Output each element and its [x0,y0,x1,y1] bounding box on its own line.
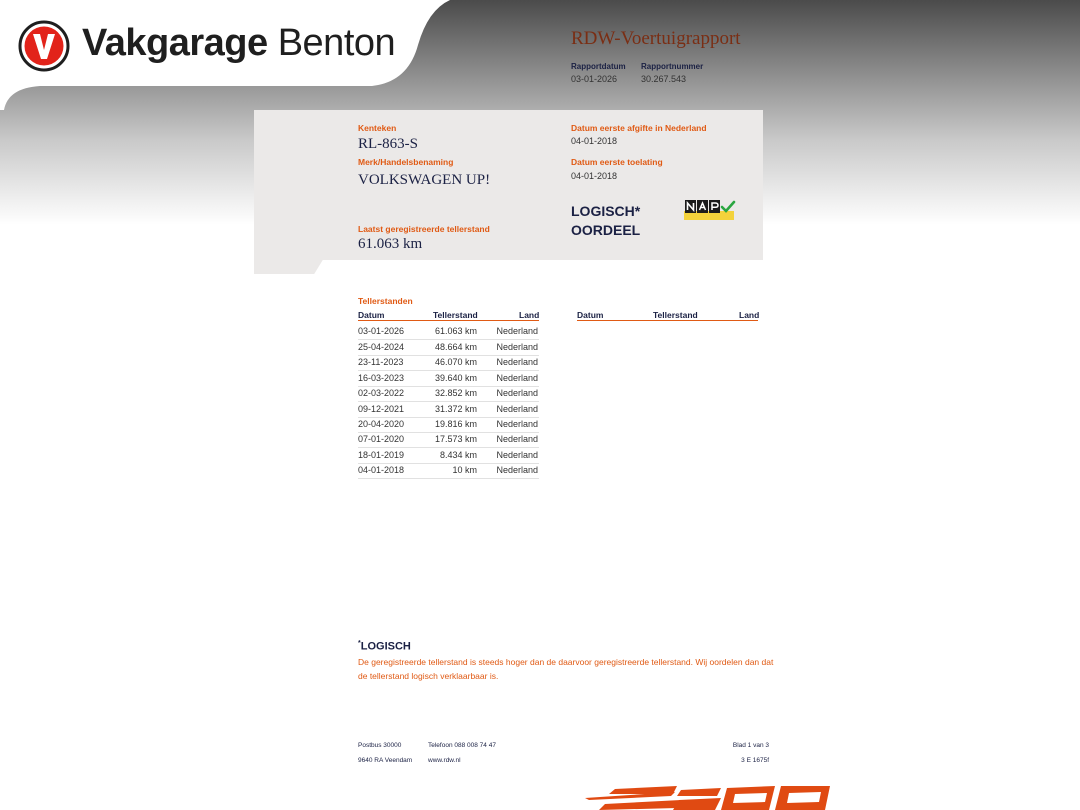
table-row [358,324,539,340]
odometer-value: 61.063 km [358,236,423,252]
first-admission-label: Datum eerste toelating [571,157,663,167]
brand-name-bold: Vakgarage [82,22,268,64]
plate-value: RL-863-S [358,136,418,152]
row-country: Nederland [496,465,538,475]
row-date: 07-01-2020 [358,434,405,444]
col-odometer-header: Tellerstand [433,310,478,320]
report-number-value: 30.267.543 [641,74,687,84]
row-odometer: 46.070 km [434,357,477,367]
row-date: 09-12-2021 [358,404,405,414]
verdict-line-1: LOGISCH* [571,203,641,219]
odometer-label: Laatst geregistreerde tellerstand [358,224,490,234]
table-row [358,432,539,448]
note-text: De geregistreerde tellerstand is steeds hoger dan de daarvoor geregistreerde tellerstand. Wij oordelen dan dat de tellerstand logisch verklaarbaar is. [358,657,774,681]
make-label: Merk/Handelsbenaming [358,157,454,167]
row-odometer: 61.063 km [434,326,477,336]
report-title: RDW-Voertuigrapport [571,28,741,49]
brand-name-light: Benton [277,22,396,64]
row-odometer: 31.372 km [434,404,477,414]
make-value: VOLKSWAGEN UP! [358,172,491,188]
first-admission-value: 04-01-2018 [571,171,618,181]
row-country: Nederland [496,388,538,398]
row-country: Nederland [496,373,538,383]
table-row [358,355,539,371]
table-row [358,463,539,479]
first-nl-label: Datum eerste afgifte in Nederland [571,123,707,133]
row-date: 04-01-2018 [358,465,405,475]
report-number-label: Rapportnummer [641,62,704,71]
verdict [571,202,640,240]
table-row [358,417,539,433]
row-odometer: 48.664 km [434,342,477,352]
col-country-header: Land [519,310,540,320]
note-title-text: LOGISCH [360,640,411,653]
row-country: Nederland [496,419,538,429]
table-row [358,386,539,402]
table-row [358,448,539,464]
verdict-line-2: OORDEEL [571,222,641,238]
row-country: Nederland [496,450,538,460]
row-date: 16-03-2023 [358,373,405,383]
col-odometer-header-right: Tellerstand [653,310,698,320]
nap-check-icon [684,199,736,221]
row-odometer: 10 km [452,465,477,475]
row-country: Nederland [496,434,538,444]
report-date-label: Rapportdatum [571,62,626,71]
table-row [358,340,539,356]
first-nl-value: 04-01-2018 [571,136,618,146]
row-date: 25-04-2024 [358,342,405,352]
row-odometer: 32.852 km [434,388,477,398]
footer-code: 3 E 1675f [741,757,769,764]
footer-postbus: Postbus 30000 [358,742,402,749]
v-circle-logo-icon [18,20,70,72]
vehicle-panel-notch [254,258,324,274]
row-odometer: 8.434 km [439,450,477,460]
row-odometer: 17.573 km [434,434,477,444]
row-country: Nederland [496,404,538,414]
brand-name [82,22,395,65]
footer-phone: Telefoon 088 008 74 47 [428,742,496,749]
row-date: 23-11-2023 [358,357,404,367]
row-date: 20-04-2020 [358,419,405,429]
col-date-header-right: Datum [577,310,604,320]
row-country: Nederland [496,342,538,352]
row-country: Nederland [496,357,538,367]
row-date: 18-01-2019 [358,450,405,460]
header-underline [358,320,539,321]
note-title [358,640,411,653]
readings-title: Tellerstanden [358,296,413,306]
footer-city: 9640 RA Veendam [358,757,413,764]
row-date: 02-03-2022 [358,388,405,398]
plate-label: Kenteken [358,123,397,133]
footer-web: www.rdw.nl [428,757,461,764]
row-date: 03-01-2026 [358,326,405,336]
header-underline-right [577,320,758,321]
table-row [358,402,539,418]
note-asterisk: * [358,640,361,647]
table-row [358,371,539,387]
rdw-logo-icon [585,786,830,810]
col-date-header: Datum [358,310,385,320]
report-date-value: 03-01-2026 [571,74,618,84]
row-odometer: 39.640 km [434,373,477,383]
col-country-header-right: Land [739,310,760,320]
row-odometer: 19.816 km [434,419,477,429]
row-country: Nederland [496,326,538,336]
footer-page: Blad 1 van 3 [732,742,769,749]
